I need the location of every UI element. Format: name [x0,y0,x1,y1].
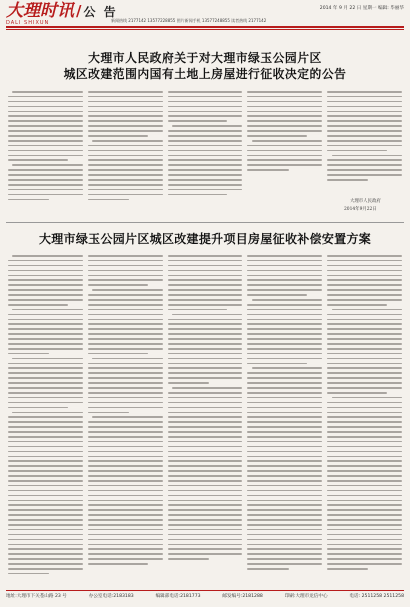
notice1-column [168,91,243,216]
section-divider [6,222,404,223]
notice1-title [10,50,400,82]
notice1-column [247,91,322,216]
notice2-column [8,255,83,575]
masthead-rule-thin [6,29,404,30]
notice1-signature: 大理市人民政府 [350,199,381,204]
notice1-column [88,91,163,216]
logo-separator: / [76,2,82,20]
notice1-column [8,91,83,216]
logo-text: 大理时讯 [6,1,74,21]
notice2-title: 大理市绿玉公园片区城区改建提升项目房屋征收补偿安置方案 [38,232,372,246]
masthead [6,3,404,33]
notice2-column [168,255,243,575]
page-footer [6,593,404,599]
notice1-signature-date: 2014年9月22日 [344,207,377,212]
footer-printer: 印刷:大理市龙信中心 [284,594,328,599]
footer-postal-code: 邮发编号:2181288 [222,594,263,599]
notice2-body [8,255,402,575]
footer-editorial-phone: 编辑部电话:2181773 [155,594,201,599]
notice2-column [247,255,322,575]
notice1-body [8,91,402,216]
footer-phone: 电话: 2511258 2511258 [349,594,404,599]
footer-office-phone: 办公室电话:2183183 [88,594,134,599]
masthead-logo [6,3,118,21]
notice1-title-line1: 大理市人民政府关于对大理市绿玉公园片区 [88,51,322,65]
masthead-rule [6,26,404,28]
section-name: 公 告 [83,5,118,19]
masthead-hotlines: 新闻热线 2177142 13577228855 图片新闻手机 13577248855 读者热线 2177142 [111,18,267,23]
logo-pinyin: DALI SHIXUN [6,20,50,26]
footer-address: 地址:大理市下关苍山路 23 号 [6,594,67,599]
footer-rule [6,590,404,591]
notice2-column [327,255,402,575]
notice2-column [88,255,163,575]
masthead-date: 2014 年 9 月 22 日 星期一 编辑: 毕丽华 [319,6,404,11]
notice1-title-line2: 城区改建范围内国有土地上房屋进行征收决定的公告 [63,67,347,81]
